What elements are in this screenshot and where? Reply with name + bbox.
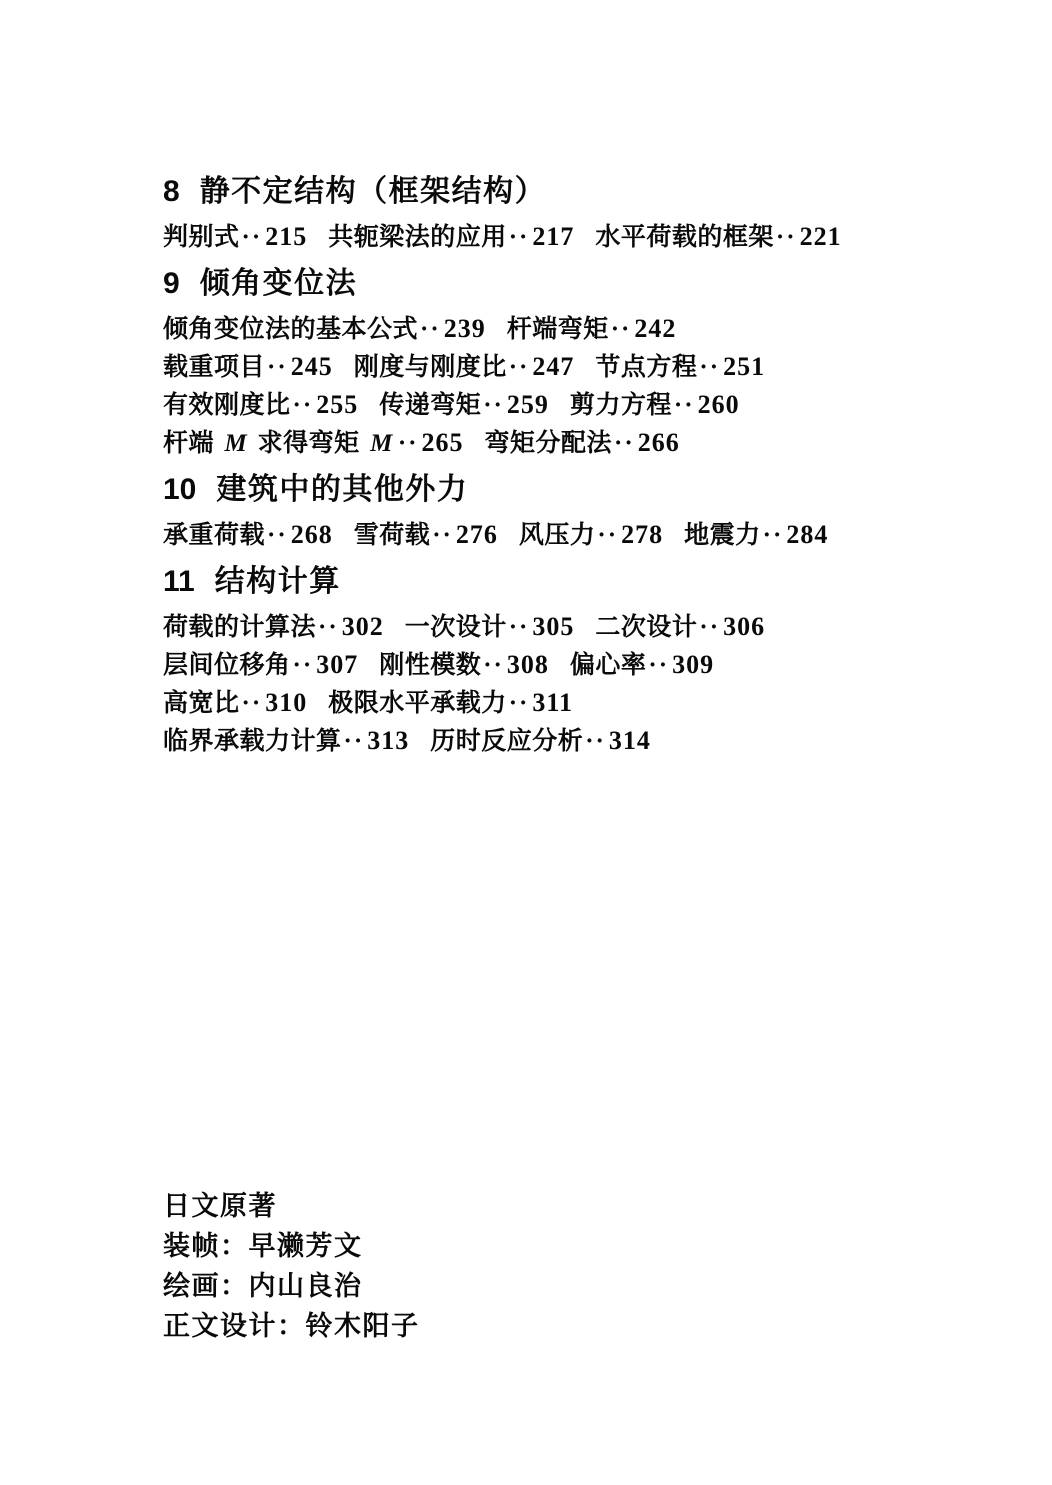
dot-leader: ·· — [699, 614, 721, 641]
colophon-line: 日文原著 — [163, 1191, 277, 1221]
toc-entry — [430, 727, 651, 755]
toc-entry-label: 刚性模数 — [379, 651, 482, 679]
toc-line — [163, 608, 883, 646]
toc-entry-page: 308 — [506, 650, 549, 679]
toc-entry-label: 杆端 M 求得弯矩 M — [163, 429, 396, 457]
toc-entry-label: 剪力方程 — [569, 391, 672, 419]
toc-section-10 — [163, 474, 883, 554]
toc-entry — [354, 521, 498, 549]
dot-leader: ·· — [241, 224, 263, 251]
toc-entry-label: 共轭梁法的应用 — [328, 223, 507, 251]
section-title: 静不定结构（框架结构） — [199, 175, 547, 208]
toc-line — [163, 310, 883, 348]
dot-leader: ·· — [673, 392, 695, 419]
toc-entry-page: 215 — [265, 222, 308, 251]
toc-entry — [163, 429, 464, 457]
toc-entry-page: 242 — [634, 314, 677, 343]
toc-section-11 — [163, 566, 883, 760]
toc-entry-page: 239 — [443, 314, 486, 343]
toc-entry-label: 风压力 — [518, 521, 596, 549]
toc-entry — [163, 353, 333, 381]
dot-leader: ·· — [597, 522, 619, 549]
section-title: 结构计算 — [214, 565, 341, 598]
toc-entry-page: 255 — [316, 390, 359, 419]
dot-leader: ·· — [241, 690, 263, 717]
dot-leader: ·· — [585, 728, 606, 755]
toc-entry-page: 251 — [723, 352, 766, 381]
toc-entry — [163, 689, 307, 717]
dot-leader: ·· — [614, 430, 635, 457]
section-title: 倾角变位法 — [199, 267, 358, 300]
toc-line — [163, 722, 883, 760]
toc-entry — [595, 353, 765, 381]
toc-entry-label: 偏心率 — [569, 651, 647, 679]
colophon-line: 正文设计：铃木阳子 — [163, 1311, 420, 1341]
colophon-line: 装帧：早濑芳文 — [163, 1231, 363, 1261]
toc-entry — [570, 391, 740, 419]
toc-section-8 — [163, 176, 883, 256]
toc-entry-page: 260 — [697, 390, 740, 419]
section-number: 10 — [163, 473, 197, 506]
dot-leader: ·· — [483, 392, 504, 419]
toc-entry — [163, 521, 333, 549]
toc-entry-page: 284 — [786, 520, 829, 549]
dot-leader: ·· — [762, 522, 784, 549]
dot-leader: ·· — [508, 614, 530, 641]
section-heading — [163, 268, 883, 300]
dot-leader: ·· — [775, 224, 797, 251]
toc-entry — [595, 613, 765, 641]
dot-leader: ·· — [420, 316, 441, 343]
toc-entry-page: 302 — [341, 612, 384, 641]
dot-leader: ·· — [648, 652, 670, 679]
section-heading — [163, 474, 883, 506]
colophon — [163, 1186, 420, 1346]
section-heading — [163, 176, 883, 208]
toc-entry — [684, 521, 828, 549]
toc-line — [163, 424, 883, 462]
section-number: 11 — [163, 565, 195, 598]
toc-entry-page: 310 — [265, 688, 308, 717]
toc — [163, 176, 883, 772]
dot-leader: ·· — [318, 614, 339, 641]
dot-leader: ·· — [267, 522, 288, 549]
toc-entry-page: 305 — [532, 612, 575, 641]
toc-entry-label: 极限水平承载力 — [328, 689, 507, 717]
toc-entry-page: 276 — [455, 520, 498, 549]
toc-entry-page: 247 — [532, 352, 575, 381]
toc-entry-label: 节点方程 — [595, 353, 698, 381]
toc-entry-label: 倾角变位法的基本公式 — [163, 315, 419, 343]
dot-leader: ·· — [292, 392, 314, 419]
toc-entry-label: 临界承载力计算 — [163, 727, 342, 755]
toc-entry — [570, 651, 714, 679]
toc-entry — [328, 223, 574, 251]
toc-entry-label: 刚度与刚度比 — [353, 353, 507, 381]
toc-entry-label: 水平荷载的框架 — [595, 223, 774, 251]
toc-entry — [163, 391, 358, 419]
toc-entry-page: 313 — [367, 726, 410, 755]
dot-leader: ·· — [508, 690, 530, 717]
toc-line — [163, 218, 883, 256]
dot-leader: ·· — [699, 354, 721, 381]
toc-entry-label: 历时反应分析 — [430, 727, 584, 755]
toc-entry — [379, 391, 549, 419]
toc-entry-label: 层间位移角 — [163, 651, 291, 679]
toc-entry-page: 309 — [672, 650, 715, 679]
dot-leader: ·· — [343, 728, 365, 755]
toc-entry-page: 245 — [290, 352, 333, 381]
toc-entry-page: 306 — [723, 612, 766, 641]
dot-leader: ·· — [508, 354, 530, 381]
toc-entry-label: 杆端弯矩 — [506, 315, 609, 343]
toc-entry-label: 二次设计 — [595, 613, 698, 641]
toc-entry-page: 268 — [290, 520, 333, 549]
toc-entry — [519, 521, 663, 549]
toc-entry — [163, 315, 486, 343]
toc-entry — [507, 315, 677, 343]
toc-entry-page: 259 — [506, 390, 549, 419]
toc-entry — [354, 353, 575, 381]
toc-entry-label: 雪荷载 — [353, 521, 431, 549]
toc-entry-label: 高宽比 — [163, 689, 240, 717]
toc-entry-label: 传递弯矩 — [379, 391, 482, 419]
toc-line — [163, 348, 883, 386]
toc-entry — [328, 689, 573, 717]
toc-entry — [595, 223, 841, 251]
toc-entry-page: 278 — [621, 520, 664, 549]
toc-entry-page: 266 — [637, 428, 680, 457]
toc-entry — [163, 651, 358, 679]
toc-entry — [163, 223, 307, 251]
section-number: 9 — [163, 267, 180, 300]
toc-entry — [405, 613, 575, 641]
dot-leader: ·· — [508, 224, 530, 251]
dot-leader: ·· — [432, 522, 453, 549]
toc-entry-label: 载重项目 — [163, 353, 266, 381]
toc-section-9 — [163, 268, 883, 462]
toc-entry-page: 221 — [799, 222, 842, 251]
toc-entry-page: 311 — [532, 688, 573, 717]
colophon-line: 绘画：内山良治 — [163, 1271, 363, 1301]
toc-entry — [485, 429, 680, 457]
toc-entry-page: 217 — [532, 222, 575, 251]
toc-line — [163, 516, 883, 554]
dot-leader: ·· — [483, 652, 504, 679]
dot-leader: ·· — [610, 316, 632, 343]
math-variable: M — [224, 430, 248, 457]
toc-entry-label: 荷载的计算法 — [163, 613, 317, 641]
dot-leader: ·· — [292, 652, 314, 679]
toc-line — [163, 646, 883, 684]
toc-entry-page: 314 — [608, 726, 651, 755]
toc-entry-label: 一次设计 — [404, 613, 507, 641]
toc-entry-page: 307 — [316, 650, 359, 679]
toc-entry-label: 弯矩分配法 — [484, 429, 613, 457]
dot-leader: ·· — [267, 354, 288, 381]
section-number: 8 — [163, 175, 180, 208]
toc-entry-label: 地震力 — [684, 521, 761, 549]
toc-entry-page: 265 — [421, 428, 464, 457]
toc-entry — [163, 613, 384, 641]
toc-entry — [163, 727, 409, 755]
toc-entry-label: 有效刚度比 — [163, 391, 291, 419]
toc-entry — [379, 651, 549, 679]
dot-leader: ·· — [397, 430, 419, 457]
toc-entry-label: 承重荷载 — [163, 521, 266, 549]
section-heading — [163, 566, 883, 598]
section-title: 建筑中的其他外力 — [216, 473, 469, 506]
toc-entry-label: 判别式 — [163, 223, 240, 251]
math-variable: M — [370, 430, 393, 457]
toc-line — [163, 386, 883, 424]
toc-line — [163, 684, 883, 722]
